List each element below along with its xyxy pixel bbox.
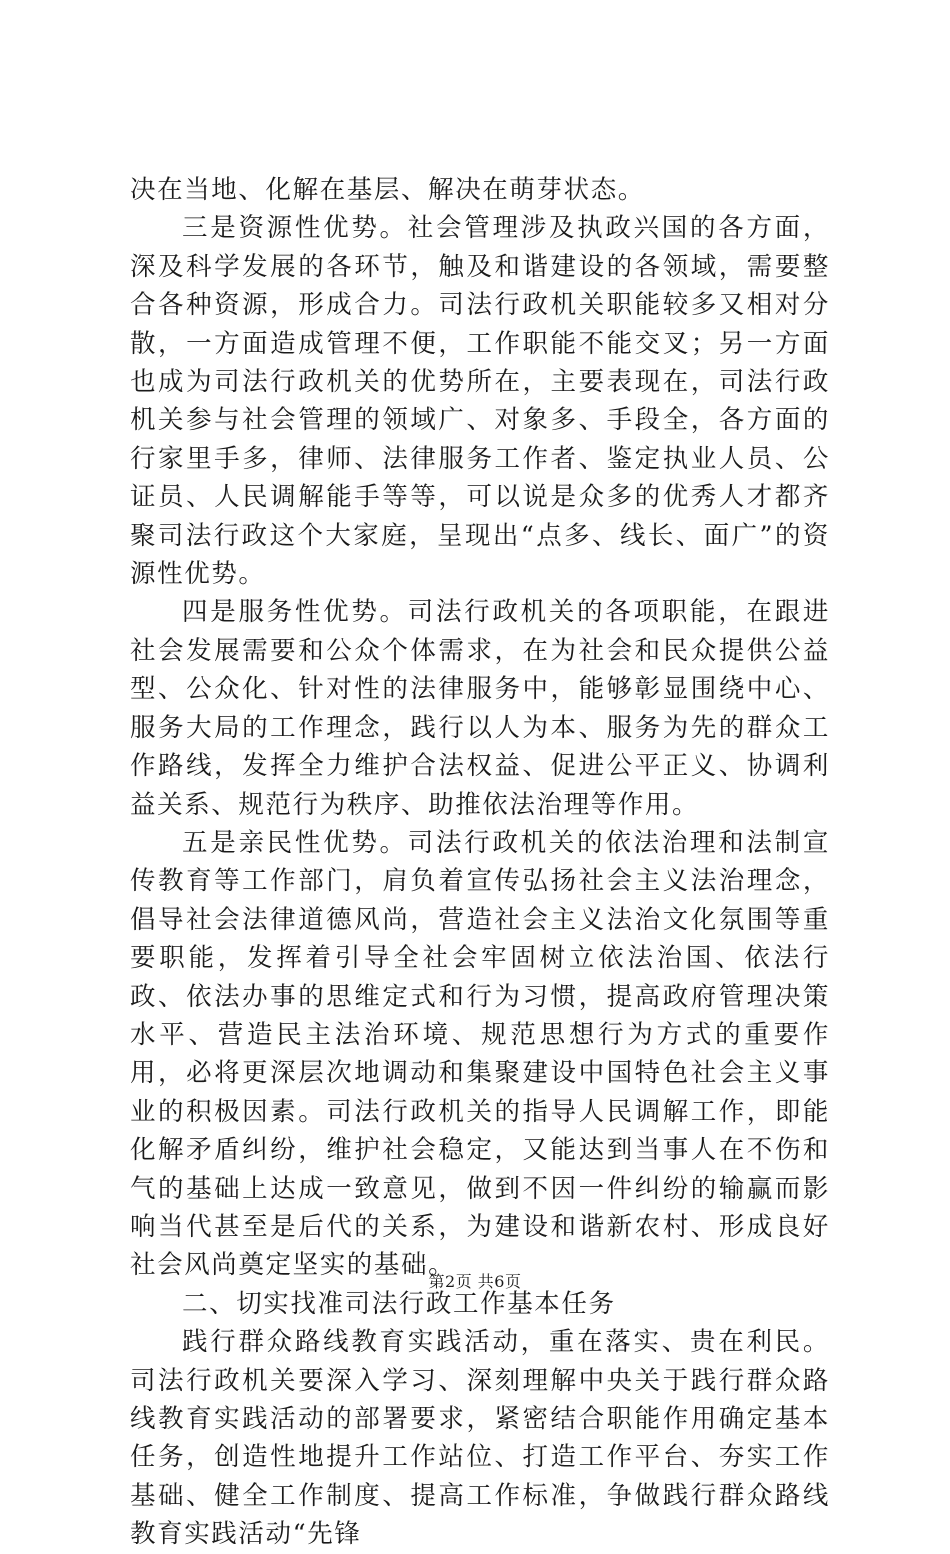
section-heading-basic-tasks: 二、切实找准司法行政工作基本任务	[182, 1288, 616, 1319]
paragraph-continuation: 决在当地、化解在基层、解决在萌芽状态。	[130, 175, 645, 205]
paragraph-service-advantage: 四是服务性优势。司法行政机关的各项职能，在跟进社会发展需要和公众个体需求，在为社会和民众提供公益型、公众化、针对性的法律服务中，能够彰显围绕中心、服务大局的工作理念，践行以人为本、服务为先的群众工作路线，发挥全力维护合法权益、促进公平正义、协调利益关系、规范行为秩序、助推依法治理等作用。	[130, 597, 830, 820]
paragraph-people-advantage: 五是亲民性优势。司法行政机关的依法治理和法制宣传教育等工作部门，肩负着宣传弘扬社会主义法治理念，倡导社会法律道德风尚，营造社会主义法治文化氛围等重要职能，发挥着引导全社会牢固树立依法治国、依法行政、依法办事的思维定式和行为习惯，提高政府管理决策水平、营造民主法治环境、规范思想行为方式的重要作用，必将更深层次地调动和集聚建设中国特色社会主义事业的积极因素。司法行政机关的指导人民调解工作，即能化解矛盾纠纷，维护社会稳定，又能达到当事人在不伤和气的基础上达成一致意见，做到不因一件纠纷的输赢而影响当代甚至是后代的关系，为建设和谐新农村、形成良好社会风尚奠定坚实的基础。	[130, 827, 830, 1281]
page-number: 第2页 共6页	[428, 1272, 522, 1291]
document-body	[130, 171, 830, 1554]
paragraph-resource-advantage: 三是资源性优势。社会管理涉及执政兴国的各方面，深及科学发展的各环节，触及和谐建设的各领域，需要整合各种资源，形成合力。司法行政机关职能较多又相对分散，一方面造成管理不便，工作职能不能交叉；另一方面也成为司法行政机关的优势所在，主要表现在，司法行政机关参与社会管理的领域广、对象多、手段全，各方面的行家里手多，律师、法律服务工作者、鉴定执业人员、公证员、人民调解能手等等，可以说是众多的优秀人才都齐聚司法行政这个大家庭，呈现出“点多、线长、面广”的资源性优势。	[130, 213, 830, 590]
paragraph-mass-line-practice: 践行群众路线教育实践活动，重在落实、贵在利民。司法行政机关要深入学习、深刻理解中央关于践行群众路线教育实践活动的部署要求，紧密结合职能作用确定基本任务，创造性地提升工作站位、打造工作平台、夯实工作基础、健全工作制度、提高工作标准，争做践行群众路线教育实践活动“先锋	[130, 1327, 830, 1550]
